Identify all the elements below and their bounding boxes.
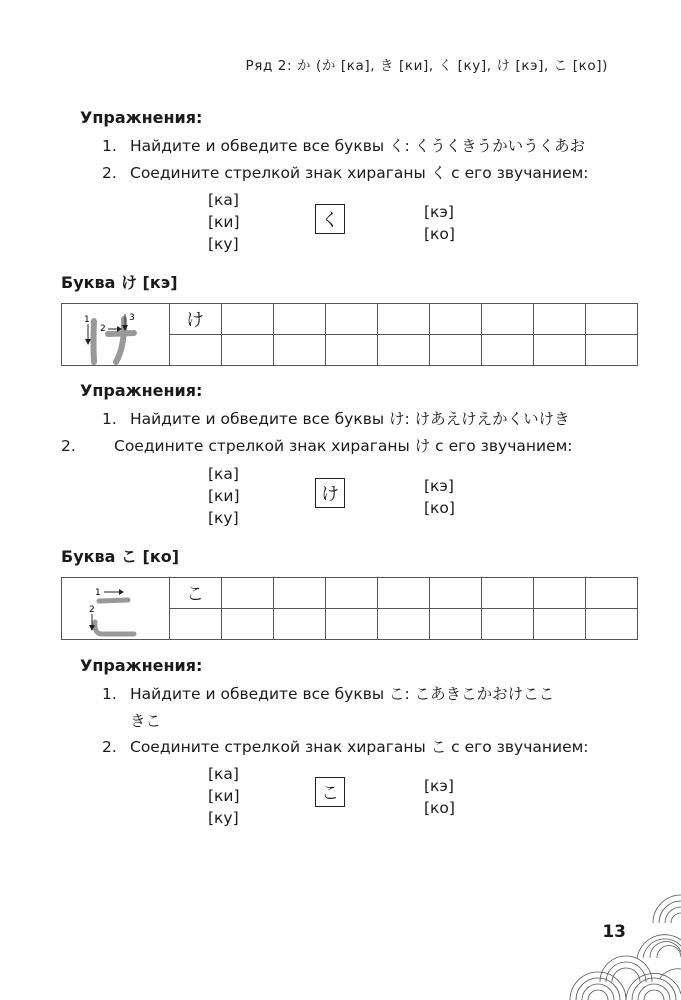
- stroke-number: 2: [89, 605, 95, 615]
- writing-grid: [61, 577, 638, 640]
- practice-cell[interactable]: [378, 609, 430, 640]
- left-sounds: [208, 463, 240, 529]
- practice-cell[interactable]: [482, 335, 534, 366]
- item-text: Найдите и обведите все буквы け: けあえけえかくいけき: [130, 410, 570, 428]
- sample-character: こ: [170, 578, 222, 609]
- practice-cell[interactable]: [534, 304, 586, 335]
- item-text: Найдите и обведите все буквы こ: こあきこかおけここ: [130, 685, 555, 703]
- practice-cell[interactable]: [430, 304, 482, 335]
- sound-ko: [ко]: [424, 499, 455, 517]
- practice-cell[interactable]: [586, 609, 638, 640]
- practice-cell[interactable]: [170, 335, 222, 366]
- exercise-item-1: [102, 134, 585, 156]
- kana-box: こ: [315, 777, 345, 807]
- practice-cell[interactable]: [586, 578, 638, 609]
- item-number: 1.: [102, 137, 117, 155]
- exercise-item-1: [102, 407, 570, 429]
- sound-ku: [ку]: [208, 509, 239, 527]
- practice-cell[interactable]: [586, 304, 638, 335]
- practice-cell[interactable]: [534, 335, 586, 366]
- sound-ke: [кэ]: [424, 477, 454, 495]
- sound-ko: [ко]: [424, 799, 455, 817]
- item-text: Соедините стрелкой знак хираганы け с его звучанием:: [114, 437, 573, 455]
- practice-cell[interactable]: [222, 304, 274, 335]
- item-number: 2.: [61, 437, 76, 455]
- item-text: Соедините стрелкой знак хираганы こ с его звучанием:: [130, 738, 589, 756]
- sound-ke: [кэ]: [424, 203, 454, 221]
- item-number: 2.: [102, 738, 117, 756]
- kana-box: け: [315, 478, 345, 508]
- practice-cell[interactable]: [326, 609, 378, 640]
- sound-ki: [ки]: [208, 787, 240, 805]
- practice-cell[interactable]: [170, 609, 222, 640]
- stroke-number: 1: [95, 588, 101, 598]
- kana-box: く: [315, 204, 345, 234]
- practice-cell[interactable]: [482, 609, 534, 640]
- sound-ke: [кэ]: [424, 777, 454, 795]
- running-header: Ряд 2: か (か [ка], き [ки], く [ку], け [кэ], こ [ко]): [245, 58, 608, 74]
- exercises-title: Упражнения:: [80, 108, 203, 127]
- letter-title: Буква こ [ко]: [61, 547, 180, 566]
- stroke-order-cell: [62, 304, 170, 366]
- practice-cell[interactable]: [430, 335, 482, 366]
- stroke-order-diagram: [62, 578, 170, 640]
- practice-cell[interactable]: [378, 304, 430, 335]
- sound-ku: [ку]: [208, 809, 239, 827]
- practice-cell[interactable]: [326, 335, 378, 366]
- exercises-title: Упражнения:: [80, 656, 203, 675]
- practice-cell[interactable]: [326, 578, 378, 609]
- practice-cell[interactable]: [378, 578, 430, 609]
- exercise-item-2: [61, 434, 573, 456]
- left-sounds: [208, 763, 240, 829]
- exercise-item-1-continuation: きこ: [130, 712, 162, 730]
- item-text: Соедините стрелкой знак хираганы く с его звучанием:: [130, 164, 589, 182]
- item-number: 1.: [102, 685, 117, 703]
- practice-cell[interactable]: [430, 578, 482, 609]
- right-sounds: [424, 775, 455, 819]
- writing-grid: [61, 303, 638, 366]
- exercise-item-1: [102, 682, 554, 704]
- practice-cell[interactable]: [378, 335, 430, 366]
- practice-cell[interactable]: [326, 304, 378, 335]
- practice-cell[interactable]: [222, 335, 274, 366]
- practice-cell[interactable]: [534, 578, 586, 609]
- sound-ka: [ка]: [208, 465, 239, 483]
- left-sounds: [208, 189, 240, 255]
- stroke-order-diagram: [62, 304, 170, 366]
- stroke-number: 1: [84, 315, 90, 325]
- practice-cell[interactable]: [274, 578, 326, 609]
- sound-ka: [ка]: [208, 765, 239, 783]
- practice-cell[interactable]: [430, 609, 482, 640]
- sample-character: け: [170, 304, 222, 335]
- practice-cell[interactable]: [534, 609, 586, 640]
- sound-ki: [ки]: [208, 487, 240, 505]
- exercise-item-2: [102, 735, 589, 757]
- stroke-order-cell: [62, 578, 170, 640]
- sound-ki: [ки]: [208, 213, 240, 231]
- item-number: 2.: [102, 164, 117, 182]
- item-text: Найдите и обведите все буквы く: くうくきうかいうくあお: [130, 137, 586, 155]
- practice-cell[interactable]: [222, 578, 274, 609]
- page-number: 13: [602, 922, 626, 942]
- exercise-item-2: [102, 161, 589, 183]
- exercises-title: Упражнения:: [80, 381, 203, 400]
- sound-ku: [ку]: [208, 235, 239, 253]
- right-sounds: [424, 201, 455, 245]
- practice-cell[interactable]: [274, 335, 326, 366]
- practice-cell[interactable]: [222, 609, 274, 640]
- practice-cell[interactable]: [586, 335, 638, 366]
- right-sounds: [424, 475, 455, 519]
- practice-cell[interactable]: [482, 578, 534, 609]
- sound-ko: [ко]: [424, 225, 455, 243]
- sound-ka: [ка]: [208, 191, 239, 209]
- item-number: 1.: [102, 410, 117, 428]
- letter-title: Буква け [кэ]: [61, 273, 178, 292]
- practice-cell[interactable]: [274, 304, 326, 335]
- practice-cell[interactable]: [482, 304, 534, 335]
- stroke-number: 2: [100, 324, 106, 334]
- practice-cell[interactable]: [274, 609, 326, 640]
- stroke-number: 3: [129, 313, 135, 323]
